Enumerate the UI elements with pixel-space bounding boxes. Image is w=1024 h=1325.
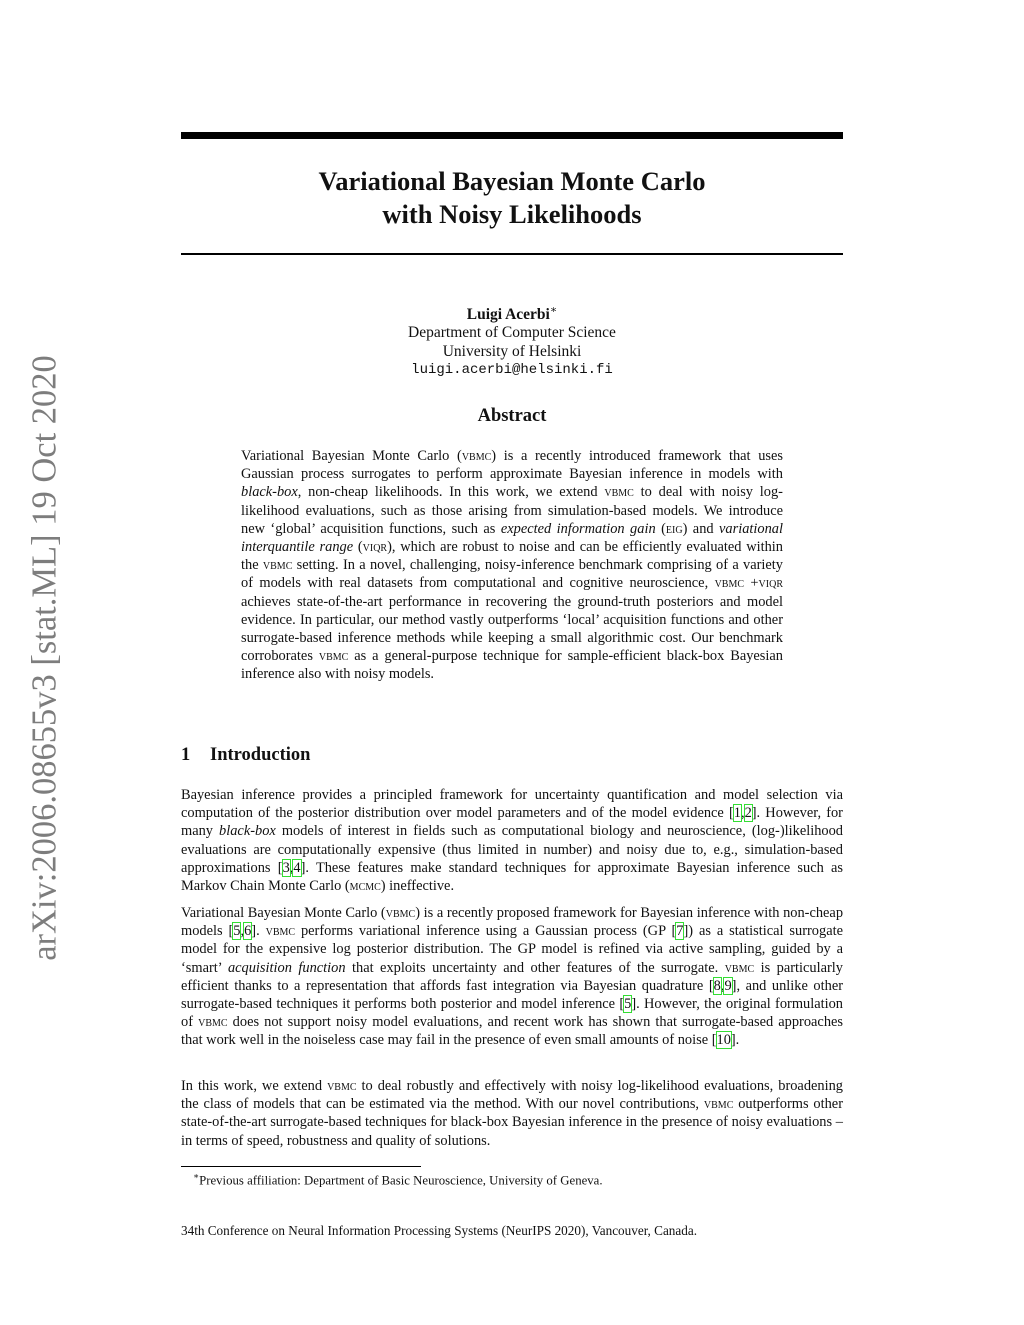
acronym-vbmc: vbmc (604, 484, 634, 500)
paragraph-text: ) ineffective. (380, 878, 455, 895)
paragraph-text: ]) as a statistical surrogate model for the expensive log posterior distribution. The GP model is refined via active sampling, guided by a ‘smart’ (181, 923, 843, 976)
abstract-emphasis: variational interquantile range (241, 520, 784, 556)
paragraph-text: , (289, 859, 294, 876)
citation-link[interactable]: 6 (244, 923, 252, 940)
footnote-rule (181, 1166, 421, 1167)
acronym-vbmc: vbmc (265, 923, 296, 939)
abstract-text: achieves state-of-the-art performance in recovering the ground-truth posteriors and model evidence. In particular, our method vastly outperforms ‘local’ acquisition functions and other surrogate-based inference methods while keeping a small algorithmic cost. Our benchmark corroborates (241, 593, 783, 665)
acronym-eig: eig (665, 520, 683, 536)
paragraph-text: ]. These features make standard techniques for approximate Bayesian inference such as Markov Chain Monte Carlo ( (181, 859, 843, 895)
author-name-line (181, 301, 843, 324)
paragraph-text: that exploits uncertainty and other features of the surrogate. (345, 959, 725, 976)
abstract-emphasis: expected information gain (500, 520, 656, 537)
abstract-text: as a general-purpose technique for sample-efficient black-box Bayesian inference also with noisy models. (241, 648, 783, 683)
citation-link[interactable]: 3 (282, 859, 290, 876)
paragraph-text: ]. (251, 923, 266, 940)
abstract-text: ) is a recently introduced framework that uses Gaussian process surrogates to perform approximate Bayesian inference in models with (241, 448, 783, 483)
title-bottom-rule (181, 253, 843, 255)
footnote (193, 1171, 603, 1188)
citation-link[interactable]: 8 (713, 977, 721, 994)
abstract-text: ( (655, 520, 666, 537)
acronym-viqr: viqr (758, 575, 783, 591)
paragraph-emphasis: black-box (219, 823, 276, 840)
citation-link[interactable]: 5 (233, 923, 241, 940)
author-department: Department of Computer Science (408, 324, 616, 342)
citation-link[interactable]: 10 (716, 1032, 731, 1049)
author-block (181, 301, 843, 379)
paragraph-text: , (740, 805, 745, 822)
section-number: 1 (181, 745, 191, 765)
author-footnote-mark[interactable]: ∗ (549, 304, 558, 316)
author-name: Luigi Acerbi (466, 306, 550, 324)
paragraph-text: ]. However, for many (181, 805, 843, 840)
title-top-rule (181, 132, 843, 139)
intro-paragraph-1 (181, 786, 843, 895)
intro-paragraph-2 (181, 904, 843, 1050)
section-heading-introduction (181, 745, 310, 766)
title-line-1: Variational Bayesian Monte Carlo (318, 166, 706, 196)
acronym-vbmc: vbmc (703, 1096, 734, 1112)
arxiv-stamp-text: arXiv:2006.08655v3 [stat.ML] 19 Oct 2020 (25, 355, 64, 961)
acronym-vbmc: vbmc (318, 648, 349, 664)
acronym-vbmc: vbmc (461, 448, 492, 463)
paragraph-text: Variational Bayesian Monte Carlo ( (181, 905, 386, 921)
acronym-vbmc: vbmc (385, 905, 416, 920)
acronym-vbmc: vbmc (714, 575, 745, 591)
footnote-mark: ∗ (193, 1171, 200, 1181)
section-title: Introduction (210, 745, 311, 765)
acronym-vbmc: vbmc (724, 959, 755, 975)
paragraph-text: , (240, 923, 245, 940)
paragraph-text: ) is a recently proposed framework for Bayesian inference with non-cheap models [ (181, 905, 844, 940)
citation-link[interactable]: 9 (724, 977, 732, 994)
paragraph-text: performs variational inference using a Gaussian process (GP [ (295, 923, 677, 940)
paragraph-text: does not support noisy model evaluations, and recent work has shown that surrogate-based approaches that work well in the noiseless case may fail in the presence of even small amounts of noise [ (181, 1014, 843, 1049)
abstract-body (241, 447, 783, 684)
paragraph-emphasis: acquisition function (227, 959, 346, 976)
author-university: University of Helsinki (442, 342, 582, 360)
paragraph-text: outperforms other state-of-the-art surrogate-based techniques for black-box Bayesian inference in the presence of noisy evaluations – in terms of speed, robustness and quality of solutions. (181, 1096, 843, 1149)
abstract-text: + (744, 575, 759, 592)
citation-link[interactable]: 7 (676, 923, 684, 940)
citation-link[interactable]: 2 (744, 805, 752, 822)
paragraph-text: models of interest in fields such as computational biology and neuroscience, (log-)likelihood evaluations are computationally expensive (thus limited in number) and noisy due to, e.g., simulation-based approximations [ (181, 823, 843, 876)
abstract-text: ( (353, 539, 363, 556)
acronym-mcmc: mcmc (349, 878, 381, 894)
abstract-text: ) and (682, 520, 720, 537)
abstract-text: to deal with noisy log-likelihood evaluations, such as those arising from simulation-based models. We introduce new ‘global’ acquisition functions, such as (241, 484, 783, 537)
paragraph-text: Bayesian inference provides a principled framework for uncertainty quantification and model selection via computation of the posterior distribution over model parameters and of the model evidence [ (181, 787, 843, 822)
acronym-vbmc: vbmc (327, 1078, 357, 1093)
acronym-viqr: viqr (362, 539, 388, 555)
citation-link[interactable]: 4 (293, 859, 301, 876)
conference-note: 34th Conference on Neural Information Processing Systems (NeurIPS 2020), Vancouver, Canada. (181, 1223, 697, 1238)
paragraph-text: is particularly efficient thanks to a representation that affords fast integration via Bayesian quadrature [ (181, 959, 843, 994)
intro-paragraph-3 (181, 1077, 843, 1150)
abstract-heading: Abstract (477, 406, 547, 426)
abstract-text: setting. In a novel, challenging, noisy-inference benchmark comprising of a variety of models with real datasets from computational and cognitive neuroscience, (241, 557, 783, 592)
citation-link[interactable]: 1 (733, 805, 741, 822)
paragraph-text: ]. (730, 1032, 740, 1049)
paragraph-text: In this work, we extend (181, 1078, 328, 1094)
paragraph-text: , (720, 977, 725, 994)
paragraph-text: ]. However, the original formulation of (181, 996, 844, 1031)
abstract-emphasis: black-box (241, 484, 298, 501)
paragraph-text: ], and unlike other surrogate-based techniques it performs both posterior and model inference [ (181, 977, 843, 1013)
abstract-text: , non-cheap likelihoods. In this work, we extend (297, 484, 605, 501)
citation-link[interactable]: 5 (624, 996, 632, 1013)
acronym-vbmc: vbmc (262, 557, 293, 573)
acronym-vbmc: vbmc (198, 1014, 228, 1030)
paper-title (181, 165, 843, 231)
footnote-text: Previous affiliation: Department of Basic Neuroscience, University of Geneva. (199, 1173, 603, 1188)
author-email[interactable]: luigi.acerbi@helsinki.fi (411, 362, 613, 379)
abstract-text: Variational Bayesian Monte Carlo ( (241, 448, 462, 464)
abstract-text: ), which are robust to noise and can be efficiently evaluated within the (241, 539, 783, 574)
paragraph-text: to deal robustly and effectively with noisy log-likelihood evaluations, broadening the class of models that can be estimated via the method. With our novel contributions, (181, 1078, 843, 1113)
title-line-2: with Noisy Likelihoods (382, 199, 642, 229)
